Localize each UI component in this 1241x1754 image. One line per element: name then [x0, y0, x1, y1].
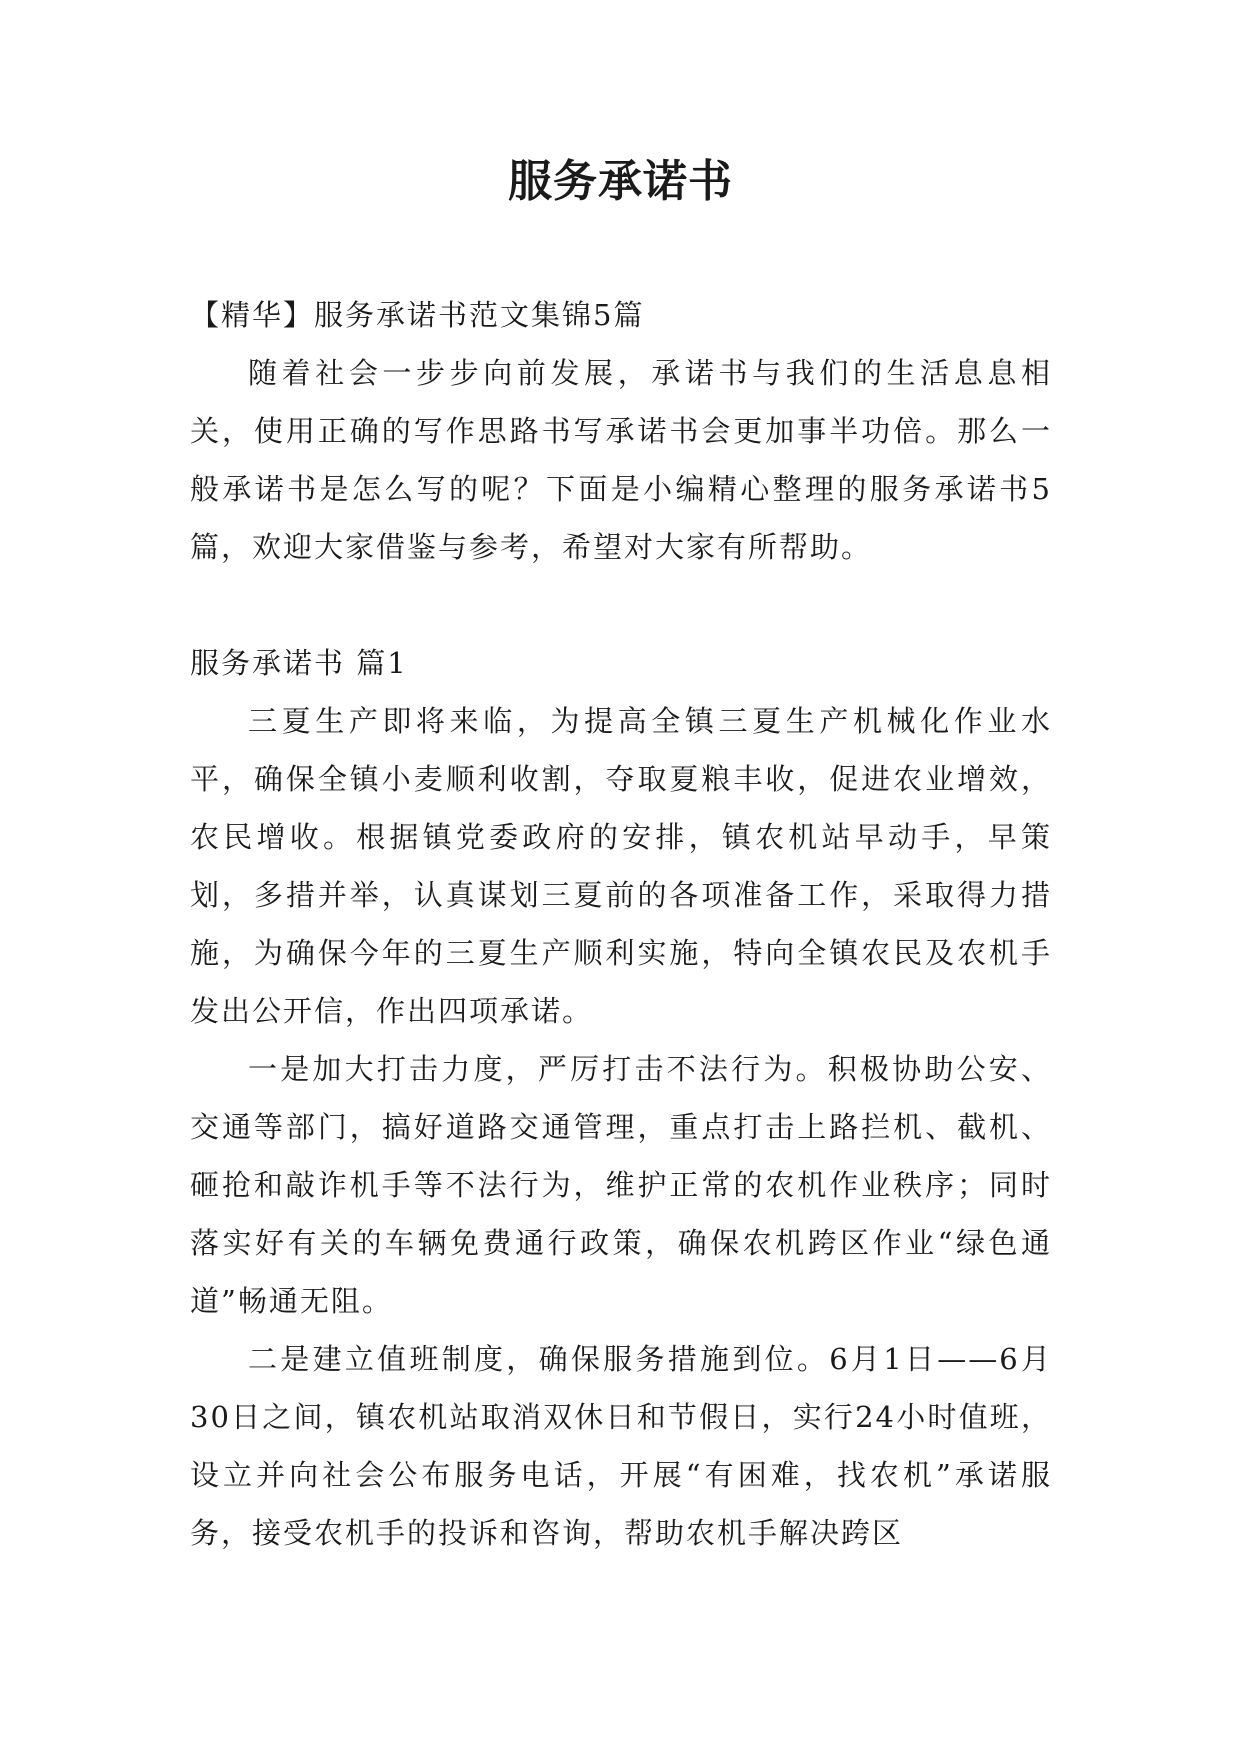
body-paragraph: 二是建立值班制度，确保服务措施到位。6月1日——6月30日之间，镇农机站取消双休日和节假日，实行24小时值班，设立并向社会公布服务电话，开展“有困难，找农机”承诺服务，接受农机手的投诉和咨询，帮助农机手解决跨区	[190, 1342, 1052, 1550]
body-paragraph: 一是加大打击力度，严厉打击不法行为。积极协助公安、交通等部门，搞好道路交通管理，重点打击上路拦机、截机、砸抢和敲诈机手等不法行为，维护正常的农机作业秩序；同时落实好有关的车辆免费通行政策，确保农机跨区作业“绿色通道”畅通无阻。	[190, 1052, 1052, 1318]
document-body	[190, 286, 1052, 1562]
intro-paragraph: 随着社会一步步向前发展，承诺书与我们的生活息息相关，使用正确的写作思路书写承诺书会更加事半功倍。那么一般承诺书是怎么写的呢？下面是小编精心整理的服务承诺书5篇，欢迎大家借鉴与参考，希望对大家有所帮助。	[190, 356, 1052, 564]
document-title: 服务承诺书	[508, 156, 733, 207]
paragraph-spacer	[190, 576, 1052, 634]
body-paragraph: 三夏生产即将来临，为提高全镇三夏生产机械化作业水平，确保全镇小麦顺利收割，夺取夏粮丰收，促进农业增效，农民增收。根据镇党委政府的安排，镇农机站早动手，早策划，多措并举，认真谋划三夏前的各项准备工作，采取得力措施，为确保今年的三夏生产顺利实施，特向全镇农民及农机手发出公开信，作出四项承诺。	[190, 704, 1052, 1028]
subtitle: 【精华】服务承诺书范文集锦5篇	[190, 298, 645, 332]
section-heading: 服务承诺书 篇1	[190, 646, 408, 680]
